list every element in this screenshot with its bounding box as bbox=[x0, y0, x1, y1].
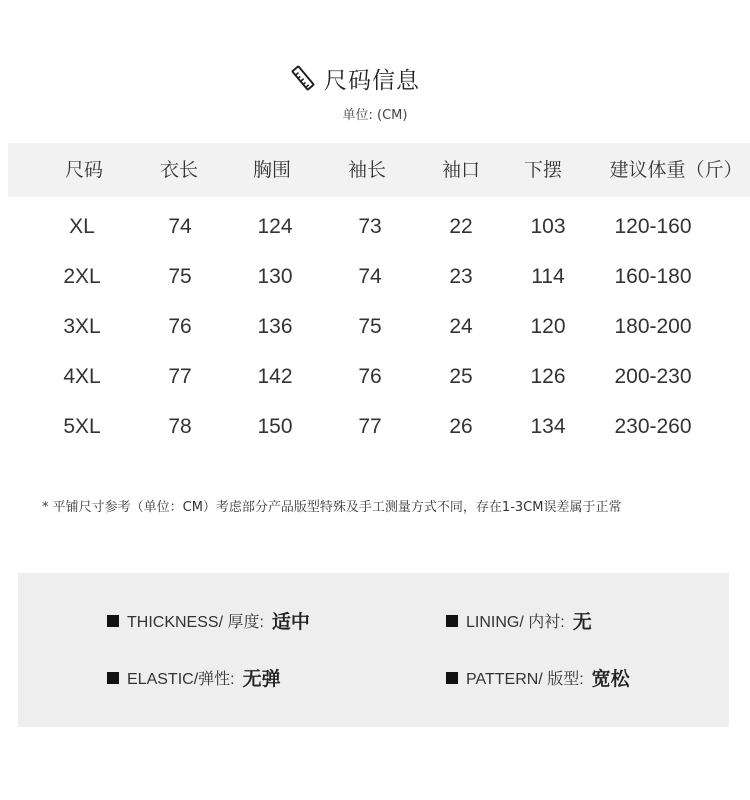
table-cell: 78 bbox=[168, 415, 192, 438]
column-header-weight: 建议体重（斤） bbox=[609, 159, 743, 181]
table-cell: 26 bbox=[449, 415, 473, 438]
table-cell: 134 bbox=[530, 415, 566, 438]
table-cell: 160-180 bbox=[614, 265, 692, 288]
column-header-cuff: 袖口 bbox=[441, 159, 481, 181]
square-bullet-icon bbox=[107, 615, 119, 627]
table-header bbox=[8, 143, 750, 197]
attribute-value: 无弹 bbox=[242, 668, 281, 690]
table-cell: 103 bbox=[530, 215, 566, 238]
table-cell: 120 bbox=[530, 315, 566, 338]
table-cell: 120-160 bbox=[614, 215, 692, 238]
table-cell: 77 bbox=[168, 365, 192, 388]
attribute-label: PATTERN/ 版型: bbox=[466, 671, 584, 688]
attribute-label: THICKNESS/ 厚度: bbox=[127, 614, 264, 631]
table-cell: 124 bbox=[257, 215, 293, 238]
table-row bbox=[0, 402, 750, 452]
attribute-label: LINING/ 内衬: bbox=[466, 614, 565, 631]
table-cell: 74 bbox=[168, 215, 192, 238]
table-cell: 142 bbox=[257, 365, 293, 388]
table-cell: 22 bbox=[449, 215, 473, 238]
table-cell: 2XL bbox=[63, 265, 101, 288]
table-cell: 73 bbox=[358, 215, 382, 238]
table-row bbox=[0, 252, 750, 302]
table-cell: 136 bbox=[257, 315, 293, 338]
table-cell: 24 bbox=[449, 315, 473, 338]
table-cell: 4XL bbox=[63, 365, 101, 388]
table-cell: 3XL bbox=[63, 315, 101, 338]
attribute-value: 适中 bbox=[271, 611, 310, 633]
measurement-note: * 平铺尺寸参考（单位：CM）考虑部分产品版型特殊及手工测量方式不同，存在1-3CM误差属于正常 bbox=[42, 500, 622, 515]
table-cell: 126 bbox=[530, 365, 566, 388]
table-cell: 150 bbox=[257, 415, 293, 438]
square-bullet-icon bbox=[107, 672, 119, 684]
table-cell: 77 bbox=[358, 415, 382, 438]
table-cell: 130 bbox=[257, 265, 293, 288]
table-cell: 76 bbox=[358, 365, 382, 388]
attribute-value: 宽松 bbox=[591, 668, 630, 690]
column-header-length: 衣长 bbox=[159, 159, 199, 181]
attributes-panel bbox=[18, 573, 729, 727]
column-header-chest: 胸围 bbox=[252, 159, 292, 181]
table-cell: 23 bbox=[449, 265, 473, 288]
table-cell: 200-230 bbox=[614, 365, 692, 388]
table-row bbox=[0, 352, 750, 402]
table-cell: 114 bbox=[531, 265, 565, 288]
table-cell: 5XL bbox=[63, 415, 101, 438]
square-bullet-icon bbox=[446, 615, 458, 627]
table-cell: 74 bbox=[358, 265, 382, 288]
attribute-pattern bbox=[446, 664, 630, 691]
column-header-size: 尺码 bbox=[64, 159, 104, 181]
page-title: 尺码信息 bbox=[324, 67, 420, 94]
table-cell: 180-200 bbox=[614, 315, 692, 338]
unit-label: 单位: (CM) bbox=[342, 108, 408, 123]
table-cell: 75 bbox=[168, 265, 192, 288]
table-row bbox=[0, 202, 750, 252]
attribute-label: ELASTIC/弹性: bbox=[127, 671, 235, 688]
table-row bbox=[0, 302, 750, 352]
table-cell: XL bbox=[69, 215, 95, 238]
column-header-hem: 下摆 bbox=[523, 159, 563, 181]
ruler-icon bbox=[290, 65, 316, 91]
column-header-sleeve: 袖长 bbox=[347, 159, 387, 181]
attribute-elastic bbox=[107, 664, 281, 691]
table-cell: 76 bbox=[168, 315, 192, 338]
table-cell: 25 bbox=[449, 365, 473, 388]
attribute-value: 无 bbox=[572, 611, 592, 633]
attribute-lining bbox=[446, 607, 592, 634]
table-cell: 75 bbox=[358, 315, 382, 338]
title-row bbox=[0, 60, 750, 96]
attribute-thickness bbox=[107, 607, 310, 634]
table-cell: 230-260 bbox=[614, 415, 692, 438]
square-bullet-icon bbox=[446, 672, 458, 684]
